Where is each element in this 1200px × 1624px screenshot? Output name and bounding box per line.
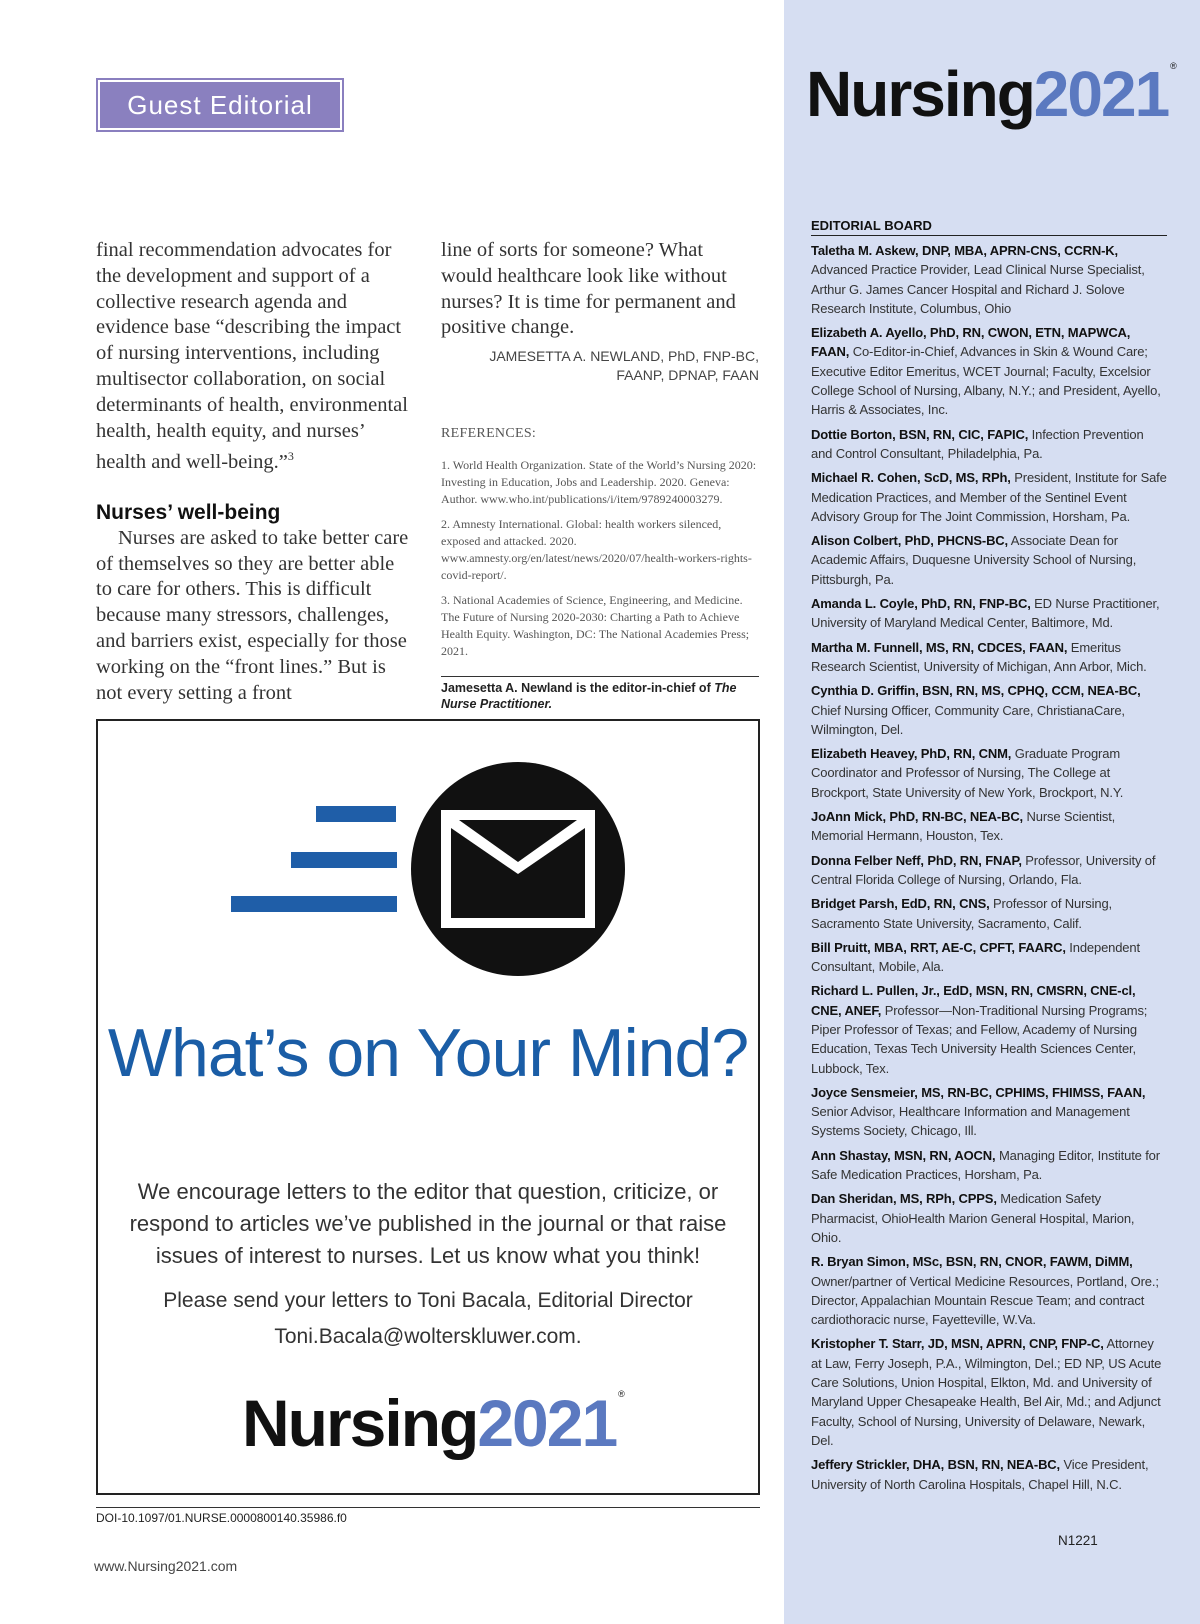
logo-registered: ® [1170,61,1177,71]
board-member [811,744,1167,802]
board-member-name: Elizabeth Heavey, PhD, RN, CNM, [811,746,1012,762]
envelope-icon [411,762,625,976]
promo-title: What’s on Your Mind? [107,1015,749,1091]
board-member-description: Owner/partner of Vertical Medicine Resources, Portland, Ore.; Director, Appalachian Mountain Rescue Team; and contract cardiothoracic nurse, Fayetteville, W.Va. [811,1273,1159,1328]
board-member-name: Taletha M. Askew, DNP, MBA, APRN-CNS, CCRN-K, [811,243,1118,258]
references-heading: REFERENCES: [441,426,537,442]
reference-item: 3. National Academies of Science, Engineering, and Medicine. The Future of Nursing 2020-2030: Charting a Path to Achieve Health Equity. Washington, DC: The National Academies Press; 2021. [441,592,750,658]
board-member [811,894,1167,933]
section-label [96,78,344,132]
footer-url[interactable]: www.Nursing2021.com [94,1558,238,1574]
reference-item: 1. World Health Organization. State of the World’s Nursing 2020: Investing in Education, Jobs and Leadership. 2020. Geneva: Author. www.who.int/publications/i/item/9789240003279. [441,457,757,506]
board-member-name: Ann Shastay, MSN, RN, AOCN, [811,1147,996,1163]
article-column-1 [96,238,412,706]
page-number: N1221 [1058,1533,1098,1548]
board-member-name: Michael R. Cohen, ScD, MS, RPh, [811,470,1011,486]
subhead: Nurses’ well-being [96,501,281,524]
board-member-name: Elizabeth A. Ayello, PhD, RN, CWON, ETN, MAPWCA, FAAN, [811,325,1131,360]
editorial-board [811,218,1167,1499]
board-member [811,681,1167,739]
board-member-name: Joyce Sensmeier, MS, RN-BC, CPHIMS, FHIMSS, FAAN, [811,1084,1146,1100]
board-member-description: Professor of Nursing, Sacramento State University, Sacramento, Calif. [811,896,1112,931]
board-member-name: Bridget Parsh, EdD, RN, CNS, [811,896,990,912]
board-member-description: Advanced Practice Provider, Lead Clinical Nurse Specialist, Arthur G. James Cancer Hospital and Richard J. Solove Research Institute, Columbus, Ohio [811,262,1145,316]
article-paragraph: final recommendation advocates for the development and support of a collective research agenda and evidence base “describing the impact of nursing interventions, including multisector collaboration, on social determinants of health, environmental health, health equity, and nurses’ health and well-being.”$^3$ [96,239,408,474]
board-member [811,1146,1167,1185]
board-member-description: Nurse Scientist, Memorial Hermann, Houston, Tex. [811,809,1116,844]
board-member [811,1455,1167,1494]
board-member-description: Co-Editor-in-Chief, Advances in Skin & Wound Care; Executive Editor Emeritus, WCET Journal; Faculty, Excelsior College School of Nursing, Albany, N.Y.; and President, Ayello, Harris & Associates, Inc. [811,344,1161,418]
author-byline: JAMESETTA A. NEWLAND, PhD, FNP-BC, FAANP, DPNAP, FAAN [489,348,759,384]
board-member-name: Martha M. Funnell, MS, RN, CDCES, FAAN, [811,639,1068,655]
section-label-text: Guest Editorial [100,82,340,128]
logo-word: Nursing [806,58,1034,130]
board-member-name: Jeffery Strickler, DHA, BSN, RN, NEA-BC, [811,1457,1061,1473]
doi-line: DOI-10.1097/01.NURSE.0000800140.35986.f0 [96,1511,347,1525]
board-member-name: JoAnn Mick, PhD, RN-BC, NEA-BC, [811,809,1024,825]
promo-body: We encourage letters to the editor that question, criticize, or respond to articles we’ve published in the journal or that raise issues of interest to nurses. Let us know what you think! [129,1179,727,1268]
board-member [811,1083,1167,1141]
promo-email-link[interactable]: Toni.Bacala@wolterskluwer.com. [274,1325,582,1348]
board-member-name: Dottie Borton, BSN, RN, CIC, FAPIC, [811,426,1029,442]
board-heading: EDITORIAL BOARD [811,218,1167,236]
promo-send-line: Please send your letters to Toni Bacala, Editorial Director [163,1289,693,1312]
logo-year: 2021 [1033,58,1169,130]
promo-logo: Nursing2021 ® [242,1386,625,1460]
board-member [811,241,1167,318]
board-member-description: Professor—Non-Traditional Nursing Programs; Piper Professor of Texas; and Fellow, Academy of Nursing Education, Texas Tech University Health Sciences Center, Lubbock, Tex. [811,1002,1148,1076]
board-member [811,1252,1167,1329]
board-member-description: President, Institute for Safe Medication Practices, and Member of the Sentinel Event Advisory Group for The Joint Commission, Horsham, Pa. [811,470,1167,524]
board-member-description: Managing Editor, Institute for Safe Medication Practices, Horsham, Pa. [811,1147,1160,1183]
board-member-description: Medication Safety Pharmacist, OhioHealth Marion General Hospital, Marion, Ohio. [811,1191,1135,1245]
board-member-description: ED Nurse Practitioner, University of Maryland Medical Center, Baltimore, Md. [811,596,1160,631]
board-member-name: Kristopher T. Starr, JD, MSN, APRN, CNP, FNP-C, [811,1336,1104,1352]
board-member [811,638,1167,677]
article-paragraph: line of sorts for someone? What would healthcare look like without nurses? It is time for permanent and positive change. [441,239,736,339]
board-member-name: Richard L. Pullen, Jr., EdD, MSN, RN, CMSRN, CNE-cl, CNE, ANEF, [811,983,1136,1018]
board-member-description: Graduate Program Coordinator and Professor of Nursing, The College at Brockport, State University of New York, Brockport, N.Y. [811,746,1124,800]
board-member [811,938,1167,977]
board-member [811,425,1167,464]
board-member-name: Cynthia D. Griffin, BSN, RN, MS, CPHQ, CCM, NEA-BC, [811,683,1141,699]
board-member-name: Dan Sheridan, MS, RPh, CPPS, [811,1191,997,1207]
reference-item: 2. Amnesty International. Global: health workers silenced, exposed and attacked. 2020. www.amnesty.org/en/latest/news/2020/07/health-workers-rights-covid-report/. [441,516,752,582]
board-member [811,851,1167,890]
board-member-description: Associate Dean for Academic Affairs, Duquesne University School of Nursing, Pittsburgh, Pa. [811,533,1137,587]
divider [96,1507,760,1508]
board-member [811,981,1167,1077]
board-member-name: Amanda L. Coyle, PhD, RN, FNP-BC, [811,596,1031,612]
article-column-2 [441,238,759,712]
board-member-description: Emeritus Research Scientist, University of Michigan, Ann Arbor, Mich. [811,639,1147,674]
board-member [811,1334,1167,1450]
board-member-list [811,241,1167,1494]
board-member [811,531,1167,589]
board-member-name: Bill Pruitt, MBA, RRT, AE-C, CPFT, FAARC, [811,939,1066,955]
board-member-description: Attorney at Law, Ferry Joseph, P.A., Wilmington, Del.; ED NP, US Acute Care Solutions, Union Hospital, Elkton, Md. and University of Maryland Upper Chesapeake Health, Bel Air, Md.; and Adjunct Faculty, School of Nursing, University of Delaware, Newark, Del. [811,1336,1162,1448]
article-paragraph: Nurses are asked to take better care of themselves so they are better able to care for others. This is difficult because many stressors, challenges, and barriers exist, especially for those working on the “front lines.” But is not every setting a front [96,526,409,704]
footnote-marker: 3 [287,449,294,464]
board-member-name: R. Bryan Simon, MSc, BSN, RN, CNOR, FAWM, DiMM, [811,1254,1133,1270]
board-member-description: Independent Consultant, Mobile, Ala. [811,939,1140,975]
board-member [811,323,1167,419]
board-member [811,807,1167,846]
board-member-description: Chief Nursing Officer, Community Care, ChristianaCare, Wilmington, Del. [811,702,1125,737]
board-member [811,468,1167,526]
board-member-description: Infection Prevention and Control Consultant, Philadelphia, Pa. [811,426,1144,461]
board-member [811,594,1167,633]
board-member-name: Donna Felber Neff, PhD, RN, FNAP, [811,852,1022,868]
board-member-description: Senior Advisor, Healthcare Information and Management Systems Society, Chicago, Ill. [811,1104,1130,1139]
board-member-name: Alison Colbert, PhD, PHCNS-BC, [811,533,1009,549]
board-member [811,1189,1167,1247]
masthead-logo [806,58,1177,130]
board-member-description: Vice President, University of North Carolina Hospitals, Chapel Hill, N.C. [811,1457,1149,1492]
author-bio: Jamesetta A. Newland is the editor-in-chief of The Nurse Practitioner. [441,676,759,712]
board-member-description: Professor, University of Central Florida College of Nursing, Orlando, Fla. [811,852,1156,887]
